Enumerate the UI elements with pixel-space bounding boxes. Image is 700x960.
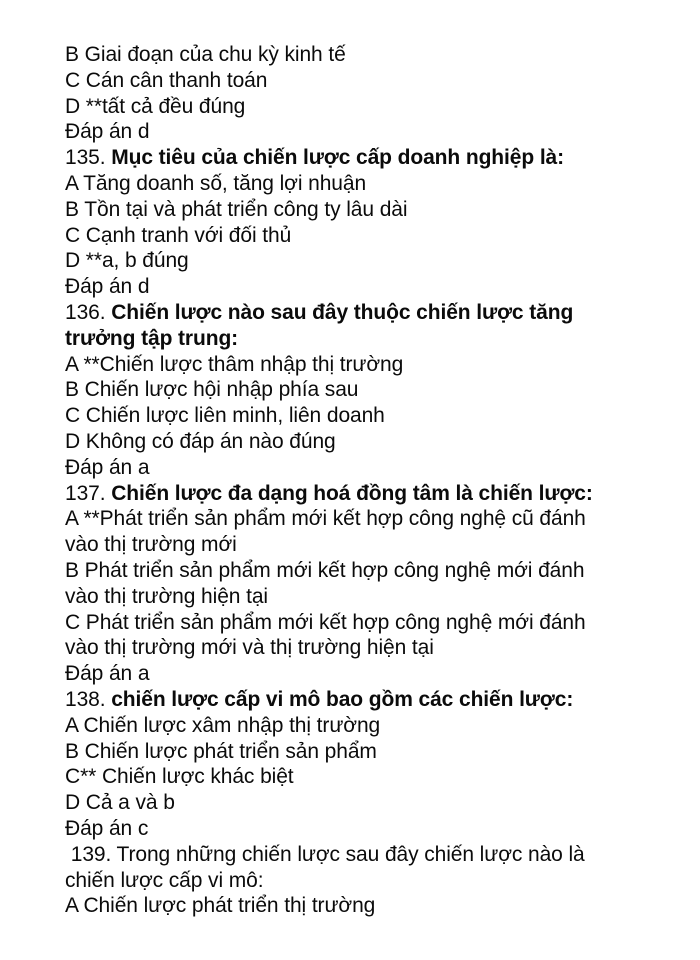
question-heading-line	[65, 145, 665, 171]
option-line	[65, 429, 665, 455]
question-bold-text: Mục tiêu của chiến lược cấp doanh nghiệp là:	[111, 146, 565, 170]
option-line	[65, 171, 665, 197]
option-line	[65, 893, 665, 919]
line-text: A Tăng doanh số, tăng lợi nhuận	[65, 171, 367, 195]
answer-key-line	[65, 816, 665, 842]
answer-key-line	[65, 455, 665, 481]
line-text: Đáp án a	[65, 455, 150, 479]
line-text: C Cán cân thanh toán	[65, 68, 268, 92]
line-text: Đáp án c	[65, 816, 149, 840]
question-heading-line	[65, 481, 665, 507]
answer-key-line	[65, 119, 665, 145]
line-text: D Không có đáp án nào đúng	[65, 429, 336, 453]
option-line	[65, 790, 665, 816]
question-heading-line	[65, 687, 665, 713]
line-text: C Phát triển sản phẩm mới kết hợp công nghệ mới đánh	[65, 610, 586, 634]
option-line	[65, 558, 665, 584]
line-text: A Chiến lược xâm nhập thị trường	[65, 713, 381, 737]
option-continuation-line	[65, 635, 665, 661]
line-text: B Chiến lược phát triển sản phẩm	[65, 739, 377, 763]
document-text-block	[65, 42, 665, 919]
option-line	[65, 403, 665, 429]
option-continuation-line	[65, 584, 665, 610]
line-text: B Giai đoạn của chu kỳ kinh tế	[65, 43, 346, 66]
line-text: B Chiến lược hội nhập phía sau	[65, 378, 359, 402]
question-heading-line	[65, 842, 665, 868]
question-heading-line	[65, 868, 665, 894]
line-text: vào thị trường mới	[65, 533, 237, 557]
line-text: 138.	[65, 687, 112, 711]
line-text: 136.	[65, 300, 112, 324]
line-text: Đáp án d	[65, 120, 150, 144]
option-line	[65, 94, 665, 120]
question-heading-line	[65, 300, 665, 326]
question-bold-text: Chiến lược nào sau đây thuộc chiến lược tăng	[111, 300, 574, 324]
line-text: D **tất cả đều đúng	[65, 94, 246, 118]
line-text: C Chiến lược liên minh, liên doanh	[65, 404, 385, 428]
line-text: Đáp án d	[65, 275, 150, 299]
line-text: D **a, b đúng	[65, 249, 189, 273]
line-text: vào thị trường mới và thị trường hiện tại	[65, 636, 434, 660]
question-bold-text: trưởng tập trung:	[65, 326, 239, 350]
line-text: B Phát triển sản phẩm mới kết hợp công nghệ mới đánh	[65, 558, 585, 582]
option-line	[65, 223, 665, 249]
question-bold-text: Chiến lược đa dạng hoá đồng tâm là chiến lược:	[111, 481, 593, 505]
line-text: vào thị trường hiện tại	[65, 584, 268, 608]
line-text: C** Chiến lược khác biệt	[65, 765, 294, 789]
line-text: A Chiến lược phát triển thị trường	[65, 894, 376, 918]
option-line	[65, 197, 665, 223]
option-line	[65, 713, 665, 739]
option-line	[65, 68, 665, 94]
option-line	[65, 377, 665, 403]
line-text: B Tồn tại và phát triển công ty lâu dài	[65, 197, 408, 221]
line-text: A **Phát triển sản phẩm mới kết hợp công nghệ cũ đánh	[65, 507, 586, 531]
question-heading-line	[65, 326, 665, 352]
option-line	[65, 739, 665, 765]
answer-key-line	[65, 661, 665, 687]
line-text: 139. Trong những chiến lược sau đây chiến lược nào là	[65, 842, 585, 866]
option-line	[65, 506, 665, 532]
option-line	[65, 352, 665, 378]
option-line	[65, 248, 665, 274]
line-text: A **Chiến lược thâm nhập thị trường	[65, 352, 404, 376]
line-text: D Cả a và b	[65, 791, 175, 815]
option-line	[65, 42, 665, 68]
answer-key-line	[65, 274, 665, 300]
option-line	[65, 610, 665, 636]
question-bold-text: chiến lược cấp vi mô bao gồm các chiến lược:	[111, 687, 574, 711]
line-text: 135.	[65, 146, 112, 170]
line-text: C Cạnh tranh với đối thủ	[65, 223, 292, 247]
line-text: chiến lược cấp vi mô:	[65, 868, 264, 892]
line-text: 137.	[65, 481, 112, 505]
option-line	[65, 764, 665, 790]
option-continuation-line	[65, 532, 665, 558]
line-text: Đáp án a	[65, 662, 150, 686]
